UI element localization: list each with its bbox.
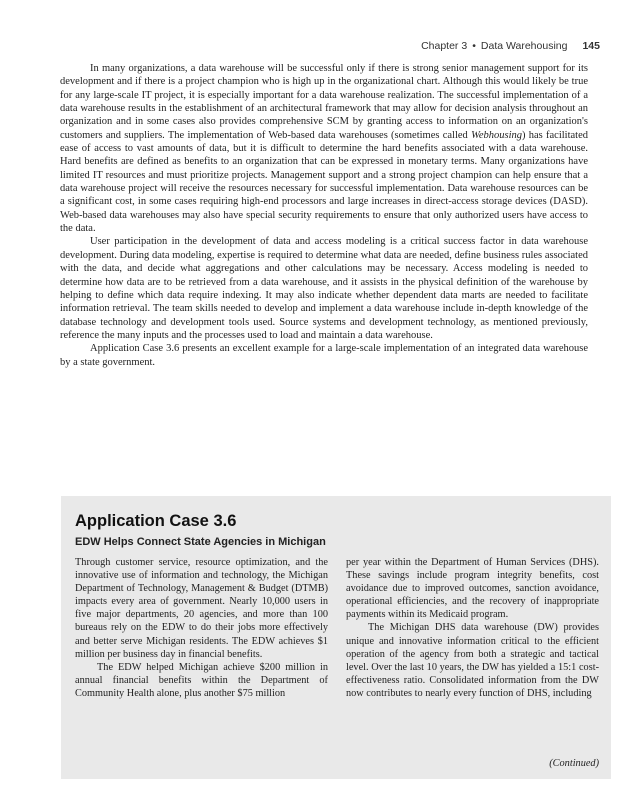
- application-case-box: [61, 496, 611, 779]
- section-label: Data Warehousing: [480, 40, 568, 52]
- body-paragraph-2: User participation in the development of data and access modeling is a critical success factor in data warehouse development. During data modeling, expertise is required to determine what data are needed, define business rules associated with the data, and decide what aggregations and other calculations may be necessary. Access modeling is needed to determine how data are to be retrieved from a data warehouse, and it assists in the physical definition of the warehouse by helping to define which data require indexing. It may also indicate whether dependent data marts are needed to facilitate information retrieval. The team skills needed to develop and implement a data warehouse include in-depth knowledge of the database technology and development tools used. Source systems and development technology, as mentioned previously, reference the many inputs and the processes used to load and maintain a data warehouse.: [60, 236, 588, 341]
- case-subtitle: EDW Helps Connect State Agencies in Michigan: [75, 536, 326, 548]
- case-left-paragraph-2: The EDW helped Michigan achieve $200 million in annual financial benefits within the Department of Community Health alone, plus another $75 million: [75, 661, 328, 699]
- page-number: 145: [582, 40, 600, 52]
- body-text: [60, 62, 588, 369]
- case-right-paragraph-1: per year within the Department of Human Services (DHS). These savings include program integrity benefits, cost avoidance due to improved outcomes, sanction avoidance, operational efficiencies, and the recovery of inappropriate payments within its Medicaid program.: [346, 557, 599, 621]
- case-left-column: [75, 556, 328, 700]
- continued-label: (Continued): [549, 758, 599, 769]
- case-columns: [75, 556, 599, 700]
- case-right-column: [346, 556, 599, 700]
- page-header: [421, 40, 600, 52]
- header-bullet: •: [472, 40, 476, 52]
- chapter-label: Chapter 3: [421, 40, 468, 52]
- case-title: Application Case 3.6: [75, 512, 237, 530]
- case-right-paragraph-2: The Michigan DHS data warehouse (DW) provides unique and innovative information critical to the efficient operation of the agency from both a strategic and tactical level. Over the last 10 years, the DW has yielded a 15:1 cost-effectiveness ratio. Consolidated information from the DW now contributes to nearly every function of DHS, including: [346, 622, 599, 699]
- term-webhousing: Webhousing: [471, 129, 523, 141]
- case-left-paragraph-1: Through customer service, resource optimization, and the innovative use of information and technology, the Michigan Department of Technology, Management & Budget (DTMB) impacts every area of government. Nearly 10,000 users in five major departments, 20 agencies, and more than 100 bureaus rely on the EDW to do their jobs more effectively and better serve Michigan residents. The EDW achieves $1 million per business day in financial benefits.: [75, 557, 328, 660]
- body-paragraph-1: In many organizations, a data warehouse will be successful only if there is strong senior management support for its development and if there is a project champion who is high up in the organizational chart. Although this would likely be true for any large-scale IT project, it is especially important for a data warehouse realization. The successful implementation of a data warehouse results in the establishment of an architectural framework that may allow for decision analysis throughout an organization and in some cases also provides comprehensive SCM by granting access to information on an organization's customers and suppliers. The implementation of Web-based data warehouses (sometimes called Webhousing) has facilitated ease of access to vast amounts of data, but it is difficult to determine the hard benefits associated with a data warehouse. Hard benefits are defined as benefits to an organization that can be expressed in monetary terms. Many organizations have limited IT resources and must prioritize projects. Management support and a strong project champion can help ensure that a data warehouse project will receive the resources necessary for successful implementation. Data warehouse resources can be a significant cost, in some cases requiring high-end processors and large increases in direct-access storage devices (DASD). Web-based data warehouses may also have special security requirements to ensure that only authorized users have access to the data.: [60, 63, 589, 235]
- body-paragraph-3: Application Case 3.6 presents an excellent example for a large-scale implementation of an integrated data warehouse by a state government.: [60, 343, 588, 368]
